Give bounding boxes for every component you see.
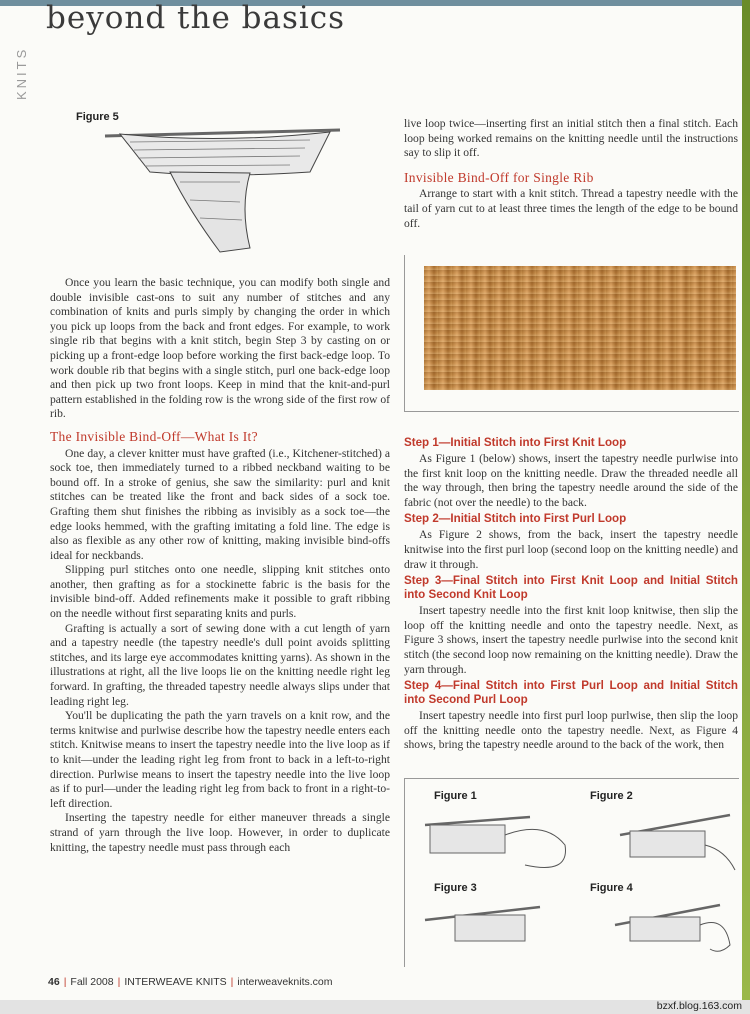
paragraph: Inserting the tapestry needle for either maneuver threads a single strand of yarn through the live loop. However, in order to duplicate knitting, the tapestry needle must pass through each bbox=[50, 811, 390, 854]
figure3-label: Figure 3 bbox=[434, 882, 477, 894]
figure4-illustration bbox=[600, 895, 740, 955]
magazine-name: INTERWEAVE KNITS bbox=[124, 976, 227, 988]
figure5-illustration bbox=[100, 122, 350, 262]
paragraph: One day, a clever knitter must have grafted (i.e., Kitchener-stitched) a sock toe, then immediately turned to a ribbed neckband waiting to be bound off. In a stroke of genius, she saw the similarity: purl and knit stitches can be treated like the front and back sides of a sock toe. Grafting them shut finishes the ribbing as invisibly as a sock toe—the edge looks hemmed, with the grafting imitating a fold line. The edge is also as flexible as any other row of knitting, making invisible bind-offs ideal for neckbands. bbox=[50, 446, 390, 562]
figure1-illustration bbox=[420, 805, 570, 875]
figure3-illustration bbox=[420, 895, 570, 955]
step1-text: As Figure 1 (below) shows, insert the tapestry needle purlwise into the first knit loop on the knitting needle. Draw the threaded needle all the way through, then bring the tapestry needle around the side of the fabric (not over the needle) to the back. bbox=[404, 452, 738, 509]
step3-text: Insert tapestry needle into the first knit loop knitwise, then slip the loop off the knitting needle and onto the tapestry needle. Next, as Figure 3 shows, insert the tapestry needle purlwise into the second knit stitch (the second loop now remaining on the knitting needle). Draw the yarn through. bbox=[404, 604, 738, 676]
figure4-label: Figure 4 bbox=[590, 882, 633, 894]
step4-title: Step 4—Final Stitch into First Purl Loop and Initial Stitch into Second Purl Loop bbox=[404, 679, 738, 707]
figure2-label: Figure 2 bbox=[590, 790, 633, 802]
step4-text: Insert tapestry needle into first purl loop purlwise, then slip the loop off the knitting needle onto the tapestry needle. Next, as Figure 4 shows, bring the tapestry needle around to the back of the work, then bbox=[404, 709, 738, 752]
page-title: beyond the basics bbox=[46, 0, 346, 36]
paragraph: Grafting is actually a sort of sewing done with a cut length of yarn and a tapestry needle (the tapestry needle's dull point avoids splitting stitches, and its large eye accommodates knitting yarns). As shown in the illustrations at right, all the live loops lie on the knitting needle right leg forward. In grafting, the threaded tapestry needle always slips under that leading right leg. bbox=[50, 621, 390, 708]
paragraph-modify: Once you learn the basic technique, you can modify both single and double invisible cast-ons to suit any number of stitches and any combination of knits and purls simply by changing the order in which you pick up loops from the back and front edges. For example, to work single rib that begins with a knit stitch, begin Step 3 by casting on or picking up a front-edge loop before working the first back-edge loop. To work double rib that begins with a single stitch, purl one back-edge loop and then pick up two front loops. Keep in mind that the knit-and-purl pattern established in the folding row is the wrong side of the first row of rib. bbox=[50, 276, 390, 421]
paragraph-arrange: Arrange to start with a knit stitch. Thread a tapestry needle with the tail of yarn cut to at least three times the length of the edge to be bound off. bbox=[404, 187, 738, 230]
ribbed-knit-photo bbox=[424, 266, 736, 390]
heading-invisible-bind-off: The Invisible Bind-Off—What Is It? bbox=[50, 428, 258, 444]
paragraph-continued: live loop twice—inserting first an initial stitch then a final stitch. Each loop being worked remains on the knitting needle until the instructions say to slip it off. bbox=[404, 117, 738, 160]
page-edge-bar bbox=[742, 0, 750, 1000]
rib-texture bbox=[424, 266, 736, 390]
step3-title: Step 3—Final Stitch into First Knit Loop and Initial Stitch into Second Knit Loop bbox=[404, 574, 738, 602]
step2-title: Step 2—Initial Stitch into First Purl Loop bbox=[404, 512, 627, 526]
step1-title: Step 1—Initial Stitch into First Knit Loop bbox=[404, 436, 627, 449]
figure2-illustration bbox=[600, 805, 740, 875]
section-label: KNITS bbox=[14, 46, 29, 100]
right-column-top bbox=[404, 117, 738, 231]
figure5-label: Figure 5 bbox=[76, 111, 119, 123]
step2-text: As Figure 2 shows, from the back, insert the tapestry needle knitwise into the first purl loop (second loop on the knitting needle) and draw it through. bbox=[404, 528, 738, 571]
issue-date: Fall 2008 bbox=[70, 976, 114, 988]
page-number: 46 bbox=[48, 976, 60, 988]
fabric-shape bbox=[120, 132, 330, 175]
heading-single-rib: Invisible Bind-Off for Single Rib bbox=[404, 169, 594, 185]
left-column bbox=[50, 276, 390, 855]
bottom-bar bbox=[0, 1000, 750, 1014]
paragraph: Slipping purl stitches onto one needle, slipping knit stitches onto another, then grafting as for a stockinette fabric is the basis for the invisible bind-off. Added refinements make it possible to graft ribbing on the needle without first separating knits and purls. bbox=[50, 563, 390, 621]
watermark-text: bzxf.blog.163.com bbox=[656, 1000, 742, 1012]
tail-shape bbox=[170, 172, 250, 252]
right-column-steps bbox=[404, 434, 738, 753]
page-footer: 46 | Fall 2008 | INTERWEAVE KNITS | interweaveknits.com bbox=[48, 976, 333, 988]
figure1-label: Figure 1 bbox=[434, 790, 477, 802]
website-link[interactable]: interweaveknits.com bbox=[237, 976, 333, 988]
paragraph: You'll be duplicating the path the yarn travels on a knit row, and the terms knitwise and purlwise describe how the tapestry needle enters each stitch. Knitwise means to insert the tapestry needle into the live loop as if to knit—under the leading right leg from front to back in a left-to-right direction. Purlwise means to insert the tapestry needle into the live loop as if to purl—under the leading right leg from back to front in a right-to-left direction. bbox=[50, 709, 391, 810]
